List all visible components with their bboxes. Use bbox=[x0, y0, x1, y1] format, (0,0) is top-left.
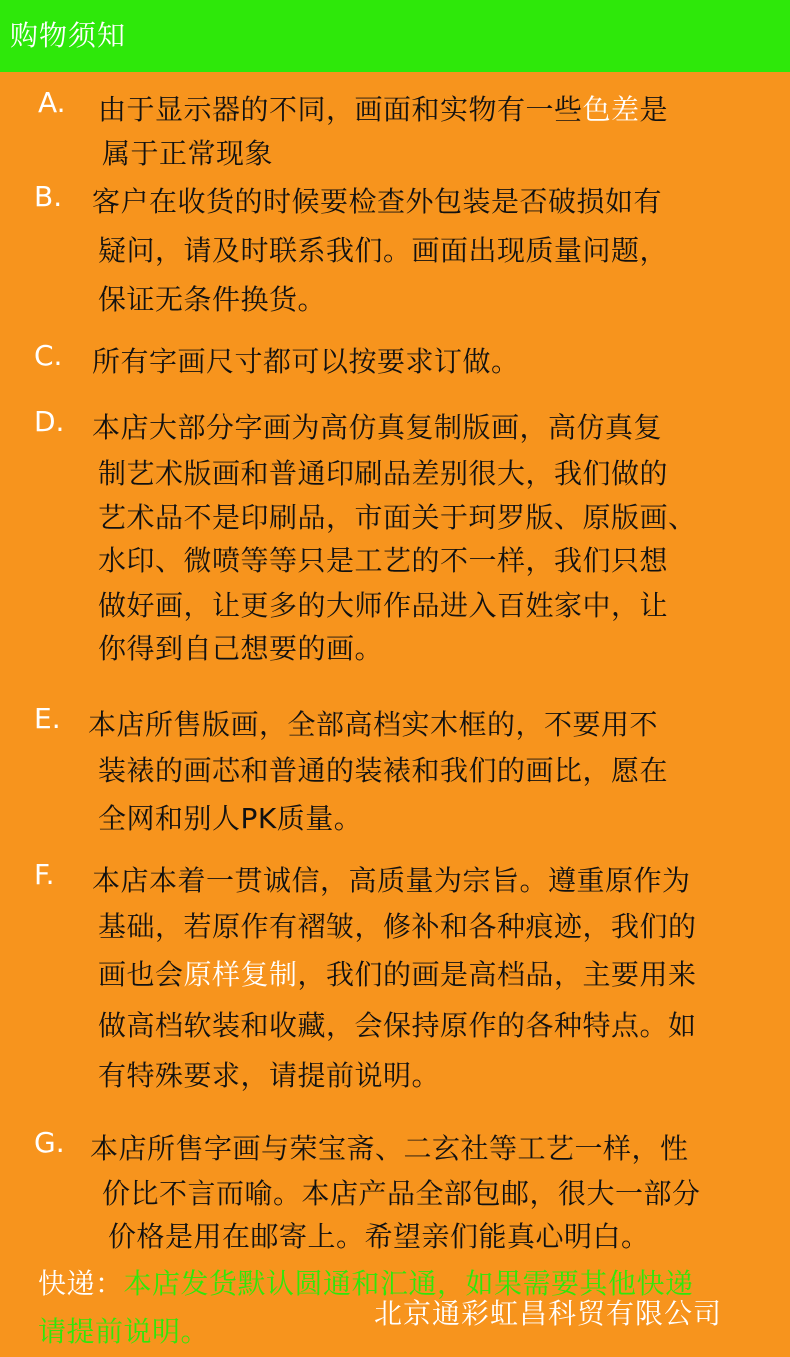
item-line: 价格是用在邮寄上。希望亲们能真心明白。 bbox=[108, 1220, 650, 1253]
item-letter: D. bbox=[34, 405, 65, 438]
item-line: 价比不言而喻。本店产品全部包邮，很大一部分 bbox=[102, 1177, 701, 1210]
item-line: 全网和别人PK质量。 bbox=[98, 802, 363, 835]
item-line: 装裱的画芯和普通的装裱和我们的画比，愿在 bbox=[98, 754, 669, 787]
item-text: 画也会 bbox=[98, 958, 184, 991]
item-line bbox=[98, 88, 668, 128]
item-letter: B. bbox=[34, 180, 63, 213]
item-line: 本店大部分字画为高仿真复制版画，高仿真复 bbox=[92, 411, 663, 444]
item-text: 由于显示器的不同，画面和实物有一些 bbox=[98, 93, 583, 126]
header-bar bbox=[0, 0, 790, 72]
item-line: 所有字画尺寸都可以按要求订做。 bbox=[92, 345, 520, 378]
item-letter: G. bbox=[34, 1126, 65, 1159]
item-text: 是 bbox=[639, 93, 669, 126]
item-letter: A. bbox=[38, 86, 66, 119]
item-line: 制艺术版画和普通印刷品差别很大，我们做的 bbox=[98, 457, 669, 490]
item-line: 客户在收货的时候要检查外包装是否破损如有 bbox=[92, 185, 663, 218]
item-line: 做好画，让更多的大师作品进入百姓家中，让 bbox=[98, 589, 669, 622]
item-line: 本店所售字画与荣宝斋、二玄社等工艺一样，性 bbox=[90, 1132, 689, 1165]
item-line: 有特殊要求，请提前说明。 bbox=[98, 1059, 441, 1092]
highlight-text: 原样复制 bbox=[183, 958, 298, 991]
item-line: 基础，若原作有褶皱，修补和各种痕迹，我们的 bbox=[98, 910, 697, 943]
item-line: 属于正常现象 bbox=[102, 137, 274, 170]
item-line: 做高档软装和收藏，会保持原作的各种特点。如 bbox=[98, 1009, 697, 1042]
item-line: 你得到自己想要的画。 bbox=[98, 632, 384, 665]
item-letter: F. bbox=[34, 858, 55, 891]
item-text: ，我们的画是高档品，主要用来 bbox=[297, 958, 697, 991]
item-letter: C. bbox=[34, 339, 63, 372]
item-line: 保证无条件换货。 bbox=[98, 283, 327, 316]
shipping-label: 快递： bbox=[38, 1267, 124, 1300]
item-line: 水印、微喷等等只是工艺的不一样，我们只想 bbox=[98, 544, 669, 577]
item-line: 本店所售版画，全部高档实木框的，不要用不 bbox=[88, 708, 659, 741]
item-line: 艺术品不是印刷品，市面关于珂罗版、原版画、 bbox=[98, 501, 697, 534]
item-line: 本店本着一贯诚信，高质量为宗旨。遵重原作为 bbox=[92, 864, 691, 897]
highlight-text: 色差 bbox=[582, 93, 640, 126]
item-letter: E. bbox=[34, 702, 61, 735]
shipping-text: 本店发货默认圆通和汇通，如果需要其他快递 bbox=[123, 1267, 694, 1300]
company-name: 北京通彩虹昌科贸有限公司 bbox=[374, 1297, 723, 1330]
shipping-line: 请提前说明。 bbox=[38, 1315, 210, 1348]
item-line: 疑问，请及时联系我们。画面出现质量问题， bbox=[98, 234, 669, 267]
item-line bbox=[98, 953, 697, 993]
page-title: 购物须知 bbox=[10, 19, 127, 52]
